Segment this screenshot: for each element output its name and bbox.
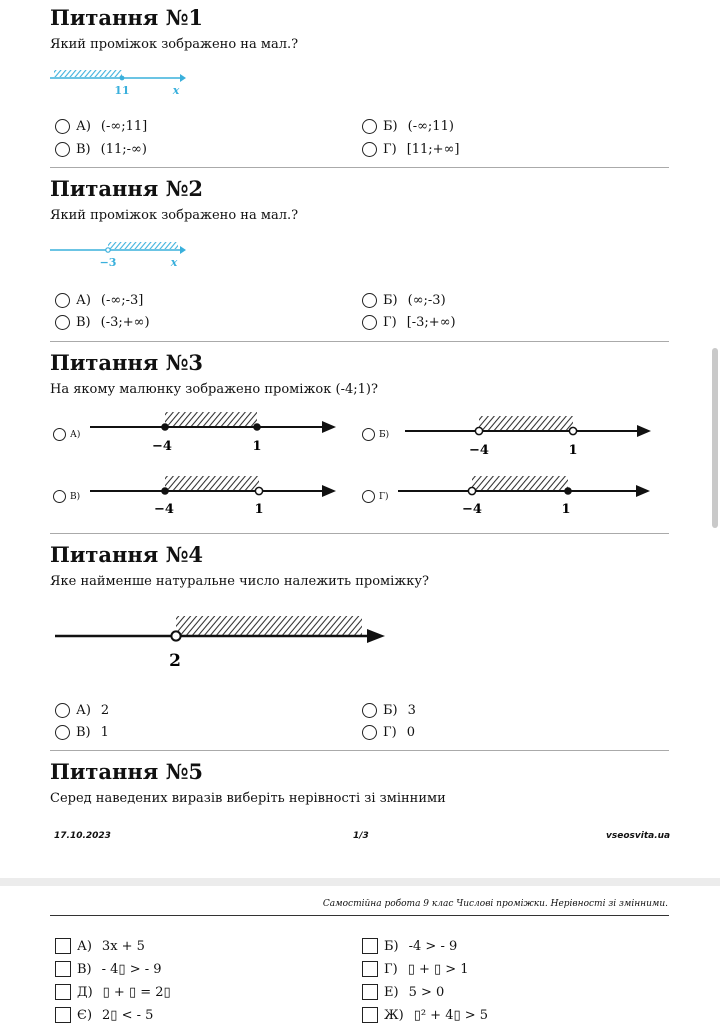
option-text: 3	[407, 703, 416, 718]
figure-label: 2	[169, 651, 181, 671]
figure-label-right: 1	[254, 502, 264, 517]
option-text: ▯² + 4▯ > 5	[413, 1007, 489, 1023]
question-1-text: Який проміжок зображено на мал.?	[50, 37, 299, 52]
radio-button[interactable]	[362, 293, 377, 308]
figure-label-right: 1	[252, 439, 262, 454]
question-4-title: Питання №4	[50, 542, 204, 567]
option-text: ▯ + ▯ > 1	[407, 961, 469, 977]
radio-button[interactable]	[362, 119, 377, 134]
question-1-option-b[interactable]	[362, 119, 454, 134]
question-3-figure-b	[405, 414, 655, 460]
question-2-option-b[interactable]	[362, 293, 446, 308]
option-letter: А)	[76, 119, 91, 134]
option-letter: Г)	[379, 491, 389, 502]
option-letter: Є)	[77, 1007, 93, 1023]
checkbox[interactable]	[55, 938, 71, 954]
question-5-option-d[interactable]	[55, 984, 171, 1000]
question-1-option-v[interactable]	[55, 142, 147, 157]
radio-button[interactable]	[53, 428, 66, 441]
radio-button[interactable]	[362, 703, 377, 718]
divider	[50, 341, 669, 342]
radio-button[interactable]	[53, 490, 66, 503]
radio-button[interactable]	[55, 725, 70, 740]
question-5-option-ye[interactable]	[55, 1007, 153, 1023]
question-3-figure-v	[90, 474, 340, 518]
checkbox[interactable]	[362, 961, 378, 977]
page-2	[0, 886, 720, 1036]
option-text: 1	[100, 725, 109, 740]
question-5-option-zh[interactable]	[362, 1007, 488, 1023]
question-2-figure-point: −3	[99, 256, 117, 269]
checkbox[interactable]	[362, 984, 378, 1000]
question-1-option-g[interactable]	[362, 142, 459, 157]
question-1-figure-var: x	[172, 84, 180, 97]
figure-label-left: −4	[154, 502, 174, 517]
question-2-title: Питання №2	[50, 176, 204, 201]
question-1-figure-point: 11	[114, 84, 130, 97]
option-text: 5 > 0	[408, 984, 445, 1000]
option-letter: Б)	[383, 293, 398, 308]
option-letter: В)	[76, 315, 91, 330]
question-4-text: Яке найменше натуральне число належить проміжку?	[50, 574, 429, 589]
checkbox[interactable]	[55, 961, 71, 977]
option-letter: В)	[76, 725, 91, 740]
option-letter: Г)	[384, 961, 398, 977]
question-5-text: Серед наведених виразів виберіть нерівності зі змінними	[50, 791, 446, 806]
divider	[50, 167, 669, 168]
option-text: [11;+∞]	[406, 142, 460, 157]
radio-button[interactable]	[362, 725, 377, 740]
question-3-option-v[interactable]	[53, 490, 80, 503]
option-letter: Б)	[383, 703, 398, 718]
checkbox[interactable]	[55, 984, 71, 1000]
question-1-figure	[50, 64, 200, 100]
question-2-figure-var: x	[170, 256, 178, 269]
option-text: 3x + 5	[101, 938, 145, 954]
figure-label-right: 1	[561, 502, 571, 517]
question-4-option-v[interactable]	[55, 725, 109, 740]
question-5-option-g[interactable]	[362, 961, 469, 977]
question-4-option-a[interactable]	[55, 703, 109, 718]
option-text: (-3;+∞)	[100, 315, 150, 330]
option-letter: А)	[76, 703, 91, 718]
footer-date: 17.10.2023	[54, 831, 111, 841]
option-letter: А)	[77, 938, 92, 954]
question-2-option-v[interactable]	[55, 315, 150, 330]
question-3-title: Питання №3	[50, 350, 204, 375]
option-letter: А)	[76, 293, 91, 308]
question-3-option-b[interactable]	[362, 428, 389, 441]
question-3-figure-a	[90, 410, 340, 454]
radio-button[interactable]	[362, 315, 377, 330]
question-5-option-e[interactable]	[362, 984, 444, 1000]
divider	[50, 915, 669, 916]
question-1-option-a[interactable]	[55, 119, 147, 134]
option-letter: Е)	[384, 984, 399, 1000]
option-text: -4 > - 9	[408, 938, 458, 954]
radio-button[interactable]	[55, 315, 70, 330]
option-letter: Б)	[379, 429, 390, 440]
figure-label-left: −4	[462, 502, 482, 517]
option-text: - 4▯ > - 9	[101, 961, 162, 977]
question-5-option-b[interactable]	[362, 938, 457, 954]
option-text: (-∞;-3]	[100, 293, 144, 308]
footer-site[interactable]: vseosvita.ua	[606, 831, 671, 841]
question-3-text: На якому малюнку зображено проміжок (-4;1)?	[50, 382, 378, 397]
option-text: (∞;-3)	[407, 293, 446, 308]
option-letter: В)	[70, 491, 81, 502]
option-letter: Ж)	[384, 1007, 404, 1023]
option-letter: А)	[70, 429, 81, 440]
option-text: (-∞;11)	[407, 119, 454, 134]
option-letter: В)	[76, 142, 91, 157]
option-letter: В)	[77, 961, 92, 977]
radio-button[interactable]	[362, 490, 375, 503]
option-letter: Б)	[383, 119, 398, 134]
option-text: (11;-∞)	[100, 142, 147, 157]
option-letter: Д)	[77, 984, 93, 1000]
checkbox[interactable]	[362, 1007, 378, 1023]
question-2-text: Який проміжок зображено на мал.?	[50, 208, 299, 223]
radio-button[interactable]	[55, 119, 70, 134]
divider	[50, 750, 669, 751]
option-letter: Г)	[383, 725, 397, 740]
radio-button[interactable]	[55, 142, 70, 157]
question-2-option-a[interactable]	[55, 293, 143, 308]
option-text: 0	[406, 725, 415, 740]
question-3-option-a[interactable]	[53, 428, 80, 441]
option-text: (-∞;11]	[100, 119, 148, 134]
option-letter: Г)	[383, 315, 397, 330]
checkbox[interactable]	[362, 938, 378, 954]
question-4-option-g[interactable]	[362, 725, 415, 740]
question-5-title: Питання №5	[50, 759, 204, 784]
page-header: Самостійна робота 9 клас Числові проміжки. Нерівності зі змінними.	[322, 899, 668, 909]
question-5-option-v[interactable]	[55, 961, 162, 977]
checkbox[interactable]	[55, 1007, 71, 1023]
radio-button[interactable]	[362, 142, 377, 157]
radio-button[interactable]	[362, 428, 375, 441]
question-2-option-g[interactable]	[362, 315, 456, 330]
option-text: ▯ + ▯ = 2▯	[102, 984, 171, 1000]
option-text: 2▯ < - 5	[102, 1007, 154, 1023]
option-text: 2	[100, 703, 110, 718]
radio-button[interactable]	[55, 293, 70, 308]
divider	[50, 533, 669, 534]
question-3-figure-g	[398, 474, 660, 518]
question-1-title: Питання №1	[50, 5, 204, 30]
option-text: [-3;+∞)	[406, 315, 456, 330]
footer-page-number: 1/3	[353, 831, 369, 841]
figure-label-left: −4	[152, 439, 172, 454]
question-4-option-b[interactable]	[362, 703, 416, 718]
radio-button[interactable]	[55, 703, 70, 718]
figure-label-left: −4	[469, 443, 489, 458]
option-letter: Г)	[383, 142, 397, 157]
question-5-option-a[interactable]	[55, 938, 145, 954]
question-4-figure	[55, 612, 395, 672]
option-letter: Б)	[384, 938, 399, 954]
question-2-figure	[50, 236, 200, 272]
figure-label-right: 1	[568, 443, 578, 458]
scrollbar[interactable]	[712, 348, 718, 528]
question-3-option-g[interactable]	[362, 490, 388, 503]
